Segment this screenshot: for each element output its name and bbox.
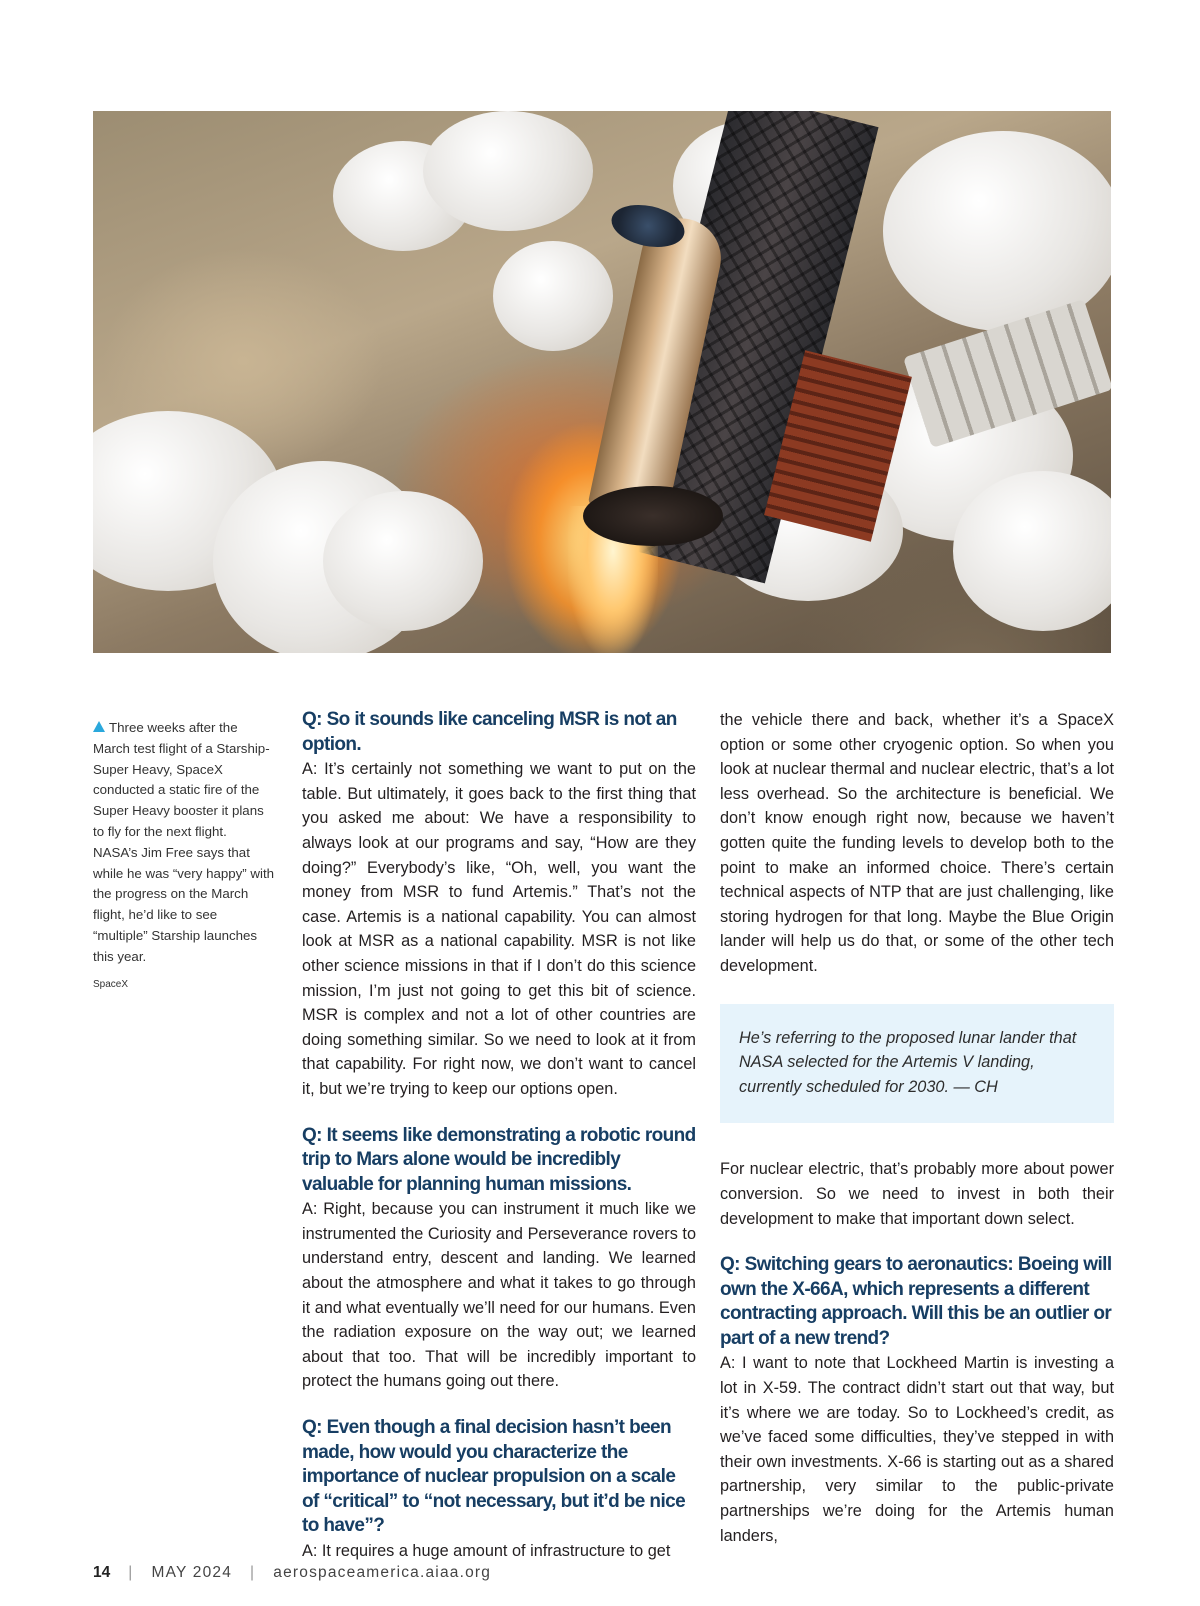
question-heading: Q: So it sounds like canceling MSR is not an option. (302, 709, 677, 755)
issue-date: MAY 2024 (151, 1564, 233, 1581)
smoke-cloud (423, 111, 593, 231)
rocket-launch-photo (93, 111, 1111, 653)
question-heading: Q: Even though a final decision hasn’t been made, how would you characterize the importance of nuclear propulsion on a scale of “critical” to “not necessary, but it’d be nice to have”? (302, 1417, 686, 1537)
editor-note-callout: He’s referring to the proposed lunar lander that NASA selected for the Artemis V landing, currently scheduled for 2030. — CH (720, 1004, 1114, 1124)
photo-credit: SpaceX (93, 979, 129, 990)
booster-skirt (583, 486, 723, 546)
answer-paragraph: A: Right, because you can instrument it much like we instrumented the Curiosity and Perseverance rovers to understand entry, descent and landing. We learned about the atmosphere and what it takes to go through it and what eventually we’ll need for our humans. Even the radiation exposure on the way out; we learned about that too. That will be incredibly important to protect the humans going out there. (302, 1200, 696, 1391)
answer-paragraph: A: It’s certainly not something we want to put on the table. But ultimately, it goes back to the first thing that you asked me about: We have a responsibility to always look at our programs and say, “How are they doing?” Everybody’s like, “Oh, well, you want the money from MSR to fund Artemis.” That’s not the case. Artemis is a national capability. You can almost look at MSR as a national capability. MSR is not like other science missions in that if I don’t do this science mission, I’m just not going to get this bit of science. MSR is complex and not a lot of other countries are doing something similar. So we need to look at it from that capability. For right now, we don’t want to cancel it, but we’re trying to keep our options open. (302, 760, 696, 1098)
site-url[interactable]: aerospaceamerica.aiaa.org (273, 1564, 492, 1581)
smoke-cloud (953, 471, 1111, 631)
page-footer (93, 1564, 491, 1582)
photo-caption (93, 718, 275, 968)
answer-paragraph: the vehicle there and back, whether it’s a SpaceX option or some other cryogenic option. So when you look at nuclear thermal and nuclear electric, that’s a lot less overhead. So the architecture is beneficial. We don’t know enough right now, because we haven’t gotten quite the funding levels to develop both to the point to make an informed choice. There’s certain technical aspects of NTP that are just challenging, like storing hydrogen for that long. Maybe the Blue Origin lander will help us do that, or some of the other tech development. (720, 711, 1114, 975)
caption-marker-icon (93, 721, 105, 732)
caption-text: Three weeks after the March test flight of a Starship-Super Heavy, SpaceX conducted a static fire of the Super Heavy booster it plans to fly for the next flight. NASA’s Jim Free says that while he was “very happy” with the progress on the March flight, he’d like to see “multiple” Starship launches this year. (93, 720, 275, 964)
article-column-right (720, 708, 1114, 1548)
footer-separator: | (250, 1564, 256, 1581)
answer-paragraph: For nuclear electric, that’s probably more about power conversion. So we need to invest in both their development to make that important down select. (720, 1160, 1114, 1228)
page-number: 14 (93, 1564, 111, 1581)
article-column-left (302, 708, 696, 1564)
question-heading: Q: It seems like demonstrating a robotic round trip to Mars alone would be incredibly valuable for planning human missions. (302, 1124, 696, 1195)
question-heading: Q: Switching gears to aeronautics: Boeing will own the X-66A, which represents a different contracting approach. Will this be an outlier or part of a new trend? (720, 1254, 1112, 1349)
answer-paragraph: A: I want to note that Lockheed Martin is investing a lot in X-59. The contract didn’t start out that way, but it’s where we are today. So to Lockheed’s credit, as we’ve faced some difficulties, they’ve stepped in with their own investments. X-66 is starting out as a shared partnership, very similar to the public-private partnerships we’re doing for the Artemis human landers, (720, 1354, 1114, 1545)
smoke-cloud (323, 491, 483, 631)
answer-paragraph: A: It requires a huge amount of infrastructure to get (302, 1542, 671, 1560)
footer-separator: | (128, 1564, 134, 1581)
smoke-cloud (493, 241, 613, 351)
